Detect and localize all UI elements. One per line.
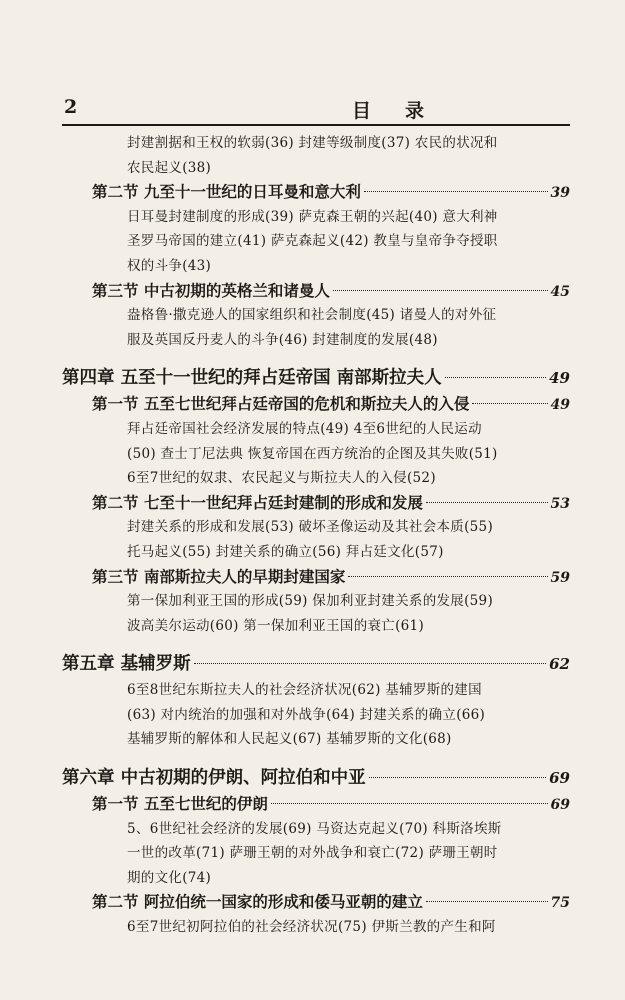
dot-leader (271, 803, 548, 804)
toc-entry-details: 封建割据和王权的软弱(36) 封建等级制度(37) 农民的状况和 (127, 135, 498, 151)
toc-entry-title: 第四章 五至十一世纪的拜占廷帝国 南部斯拉夫人 (62, 368, 442, 389)
toc-entry-details: 拜占廷帝国社会经济发展的特点(49) 4至6世纪的人民运动 (127, 420, 482, 437)
toc-entry-details: 6至7世纪的奴隶、农民起义与斯拉夫人的入侵(52) (127, 470, 436, 487)
toc-detail (62, 540, 570, 565)
toc-section (62, 890, 570, 915)
toc-detail (62, 417, 570, 442)
toc-section (62, 392, 570, 417)
toc-detail (62, 254, 570, 279)
toc-entry-details: 波高美尔运动(60) 第一保加利亚王国的衰亡(61) (127, 617, 425, 634)
dot-leader (426, 502, 548, 503)
toc-section (62, 565, 570, 590)
page-number: 2 (64, 96, 78, 118)
toc-detail (62, 515, 570, 540)
toc-entry-details: 服及英国反丹麦人的斗争(46) 封建制度的发展(48) (127, 331, 438, 348)
toc-page-number: 62 (549, 655, 570, 674)
toc-entry-title: 第二节 阿拉伯统一国家的形成和倭马亚朝的建立 (92, 892, 423, 912)
toc-section (62, 180, 570, 205)
toc-entry-details: 农民起义(38) (127, 159, 212, 176)
toc-detail (62, 303, 570, 328)
toc-detail (62, 328, 570, 353)
toc-detail (62, 614, 570, 639)
toc-page-number: 59 (550, 569, 570, 586)
toc-page-number: 39 (550, 185, 570, 202)
toc-detail (62, 131, 570, 156)
dot-leader (426, 901, 548, 902)
toc-entry-details: 日耳曼封建制度的形成(39) 萨克森王朝的兴起(40) 意大利神 (127, 208, 498, 225)
toc-detail (62, 229, 570, 254)
toc-entry-details: 5、6世纪社会经济的发展(69) 马资达克起义(70) 科斯洛埃斯 (127, 820, 502, 837)
toc-page-number: 69 (549, 769, 570, 788)
toc-entry-details: (63) 对内统治的加强和对外战争(64) 封建关系的确立(66) (127, 706, 486, 723)
dot-leader (369, 777, 547, 778)
toc-entry-title: 第二节 七至十一世纪拜占廷封建制的形成和发展 (92, 492, 423, 512)
toc-page-number: 75 (550, 895, 570, 912)
toc-detail (62, 156, 570, 181)
toc-entry-details: 封建关系的形成和发展(53) 破坏圣像运动及其社会本质(55) (127, 519, 494, 536)
toc-entry-title: 第五章 基辅罗斯 (62, 654, 191, 675)
toc-detail (62, 442, 570, 467)
dot-leader (333, 290, 548, 291)
toc-page-number: 49 (550, 397, 570, 414)
toc-entry-details: 权的斗争(43) (127, 257, 212, 274)
dot-leader (364, 191, 548, 192)
toc-entry-details: 圣罗马帝国的建立(41) 萨克森起义(42) 教皇与皇帝争夺授职 (127, 233, 498, 250)
toc-entry-details: 6至7世纪初阿拉伯的社会经济状况(75) 伊斯兰教的产生和阿 (127, 919, 496, 936)
toc-entry-details: 盎格鲁·撒克逊人的国家组织和社会制度(45) 诸曼人的对外征 (127, 307, 497, 324)
toc-entry-details: 第一保加利亚王国的形成(59) 保加利亚封建关系的发展(59) (127, 593, 494, 610)
toc-entry-details: 6至8世纪东斯拉夫人的社会经济状况(62) 基辅罗斯的建国 (127, 682, 482, 699)
table-of-contents (62, 131, 570, 940)
page-header (62, 96, 567, 120)
toc-page-number: 49 (549, 369, 570, 388)
dot-leader (472, 403, 547, 404)
toc-detail (62, 703, 570, 728)
toc-detail (62, 466, 570, 491)
toc-entry-title: 第一节 五至七世纪拜占廷帝国的危机和斯拉夫人的入侵 (92, 394, 470, 414)
toc-detail (62, 678, 570, 703)
toc-entry-details: 期的文化(74) (127, 869, 212, 886)
toc-entry-title: 第三节 中古初期的英格兰和诸曼人 (92, 280, 330, 300)
page-title: 目录 (352, 100, 459, 122)
header-rule (62, 124, 570, 126)
dot-leader (348, 576, 547, 577)
dot-leader (445, 377, 546, 378)
toc-page-number: 69 (550, 797, 570, 814)
toc-section (62, 792, 570, 817)
toc-chapter (62, 650, 570, 678)
toc-detail (62, 866, 570, 891)
toc-entry-details: 基辅罗斯的解体和人民起义(67) 基辅罗斯的文化(68) (127, 731, 452, 748)
toc-detail (62, 841, 570, 866)
toc-entry-details: 托马起义(55) 封建关系的确立(56) 拜占廷文化(57) (127, 543, 444, 560)
toc-section (62, 279, 570, 304)
toc-chapter (62, 764, 570, 792)
toc-section (62, 491, 570, 516)
toc-detail (62, 915, 570, 940)
toc-entry-title: 第六章 中古初期的伊朗、阿拉伯和中亚 (62, 768, 366, 789)
toc-entry-title: 第二节 九至十一世纪的日耳曼和意大利 (92, 182, 361, 202)
toc-detail (62, 205, 570, 230)
toc-detail (62, 727, 570, 752)
toc-detail (62, 817, 570, 842)
toc-entry-details: 一世的改革(71) 萨珊王朝的对外战争和衰亡(72) 萨珊王朝时 (127, 845, 498, 862)
toc-entry-title: 第一节 五至七世纪的伊朗 (92, 794, 268, 814)
toc-page-number: 45 (550, 283, 570, 300)
dot-leader (194, 663, 547, 664)
toc-page-number: 53 (550, 495, 570, 512)
toc-entry-details: (50) 查士丁尼法典 恢复帝国在西方统治的企图及其失败(51) (127, 445, 498, 462)
toc-chapter (62, 364, 570, 392)
toc-entry-title: 第三节 南部斯拉夫人的早期封建国家 (92, 566, 346, 586)
toc-detail (62, 589, 570, 614)
